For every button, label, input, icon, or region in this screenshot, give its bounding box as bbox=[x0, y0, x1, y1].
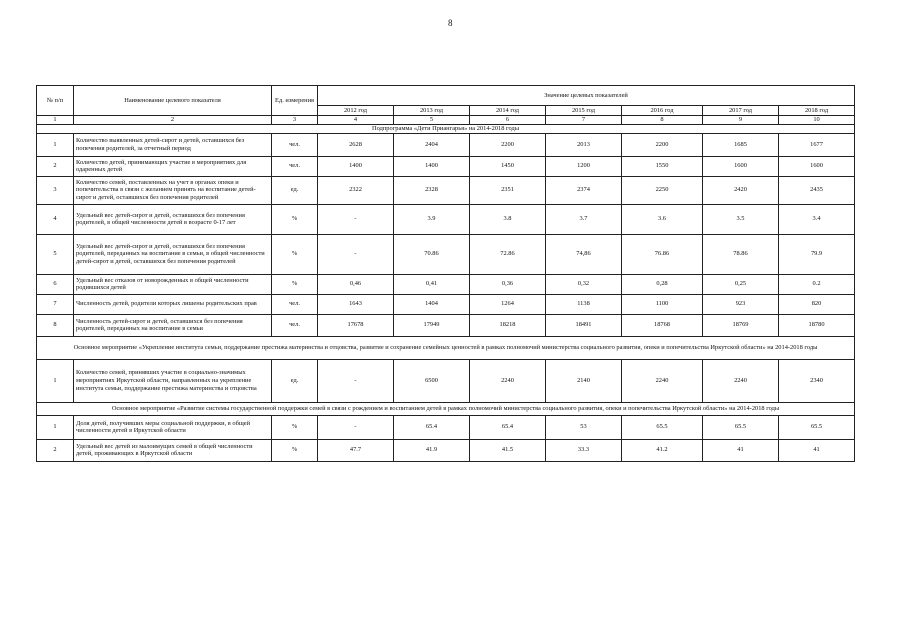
value-cell: 65.5 bbox=[622, 415, 703, 439]
value-cell: 1600 bbox=[779, 156, 855, 176]
unit-cell: ед. bbox=[272, 176, 318, 204]
unit-cell: чел. bbox=[272, 294, 318, 314]
table-row bbox=[37, 156, 855, 176]
value-cell: 2340 bbox=[779, 359, 855, 402]
value-cell: 2240 bbox=[622, 359, 703, 402]
value-cell: 3.5 bbox=[703, 204, 779, 234]
value-cell: 76.86 bbox=[622, 234, 703, 274]
column-index: 6 bbox=[470, 116, 546, 125]
value-cell: 2435 bbox=[779, 176, 855, 204]
unit-cell: % bbox=[272, 439, 318, 461]
value-cell: 53 bbox=[546, 415, 622, 439]
unit-cell: % bbox=[272, 274, 318, 294]
value-cell: 2200 bbox=[622, 133, 703, 156]
value-cell: 1404 bbox=[394, 294, 470, 314]
table-row bbox=[37, 294, 855, 314]
target-indicators-table bbox=[36, 85, 855, 462]
indicator-name: Численность детей-сирот и детей, оставшихся без попечения родителей, переданных на воспитание в семьи bbox=[74, 314, 272, 336]
value-cell: 65.5 bbox=[779, 415, 855, 439]
value-cell: 1685 bbox=[703, 133, 779, 156]
value-cell: 18769 bbox=[703, 314, 779, 336]
value-cell: 3.4 bbox=[779, 204, 855, 234]
table-row bbox=[37, 204, 855, 234]
value-cell: 2351 bbox=[470, 176, 546, 204]
value-cell: 1400 bbox=[318, 156, 394, 176]
value-cell: 65.5 bbox=[703, 415, 779, 439]
indicator-name: Количество семей, поставленных на учет в органах опеки и попечительства в связи с желанием принять на воспитание детей-сирот и детей, оставшихся без попечения родителей bbox=[74, 176, 272, 204]
value-cell: 41.9 bbox=[394, 439, 470, 461]
value-cell: 74,86 bbox=[546, 234, 622, 274]
column-index: 2 bbox=[74, 116, 272, 125]
value-cell: 1600 bbox=[703, 156, 779, 176]
column-index: 9 bbox=[703, 116, 779, 125]
value-cell: - bbox=[318, 204, 394, 234]
table-row bbox=[37, 274, 855, 294]
header-values-group: Значение целевых показателей bbox=[318, 86, 855, 106]
value-cell: 1100 bbox=[622, 294, 703, 314]
value-cell: 1200 bbox=[546, 156, 622, 176]
value-cell: 820 bbox=[779, 294, 855, 314]
row-number: 7 bbox=[37, 294, 74, 314]
unit-cell: чел. bbox=[272, 314, 318, 336]
value-cell: 923 bbox=[703, 294, 779, 314]
value-cell: 2200 bbox=[470, 133, 546, 156]
value-cell: 2322 bbox=[318, 176, 394, 204]
row-number: 2 bbox=[37, 439, 74, 461]
row-number: 4 bbox=[37, 204, 74, 234]
value-cell: 3.7 bbox=[546, 204, 622, 234]
header-year: 2015 год bbox=[546, 106, 622, 116]
value-cell: 1550 bbox=[622, 156, 703, 176]
header-name: Наименование целевого показателя bbox=[74, 86, 272, 116]
table-row bbox=[37, 133, 855, 156]
indicator-name: Численность детей, родители которых лишены родительских прав bbox=[74, 294, 272, 314]
section-row bbox=[37, 124, 855, 133]
column-index: 5 bbox=[394, 116, 470, 125]
column-index: 3 bbox=[272, 116, 318, 125]
value-cell: 0,28 bbox=[622, 274, 703, 294]
value-cell: - bbox=[318, 359, 394, 402]
column-index: 1 bbox=[37, 116, 74, 125]
value-cell: 18491 bbox=[546, 314, 622, 336]
value-cell: 2250 bbox=[622, 176, 703, 204]
value-cell: 65.4 bbox=[394, 415, 470, 439]
value-cell: 0,41 bbox=[394, 274, 470, 294]
unit-cell: чел. bbox=[272, 156, 318, 176]
unit-cell: чел. bbox=[272, 133, 318, 156]
value-cell: 41.2 bbox=[622, 439, 703, 461]
value-cell: 41 bbox=[779, 439, 855, 461]
section-title: Основное мероприятие «Укрепление института семьи, поддержание престижа материнства и отцовства, развитие и сохранение семейных ценностей в рамках полномочий министерства социального развития, опеки и попечительства Иркутской области» на 2014-2018 годы bbox=[37, 336, 855, 359]
table-row bbox=[37, 176, 855, 204]
column-index: 10 bbox=[779, 116, 855, 125]
value-cell: 0,36 bbox=[470, 274, 546, 294]
value-cell: 2404 bbox=[394, 133, 470, 156]
table-row bbox=[37, 314, 855, 336]
unit-cell: % bbox=[272, 415, 318, 439]
row-number: 1 bbox=[37, 415, 74, 439]
value-cell: 2240 bbox=[470, 359, 546, 402]
indicator-name: Количество детей, принимающих участие в мероприятиях для одаренных детей bbox=[74, 156, 272, 176]
unit-cell: % bbox=[272, 234, 318, 274]
page-number: 8 bbox=[448, 18, 453, 28]
unit-cell: ед. bbox=[272, 359, 318, 402]
value-cell: 17678 bbox=[318, 314, 394, 336]
value-cell: 17949 bbox=[394, 314, 470, 336]
table-row bbox=[37, 415, 855, 439]
value-cell: 47.7 bbox=[318, 439, 394, 461]
value-cell: 1400 bbox=[394, 156, 470, 176]
value-cell: 1264 bbox=[470, 294, 546, 314]
value-cell: 1138 bbox=[546, 294, 622, 314]
header-year: 2016 год bbox=[622, 106, 703, 116]
indicator-name: Удельный вес детей из малоимущих семей в общей численности детей, проживающих в Иркутской области bbox=[74, 439, 272, 461]
row-number: 1 bbox=[37, 359, 74, 402]
value-cell: 2628 bbox=[318, 133, 394, 156]
value-cell: - bbox=[318, 234, 394, 274]
value-cell: 3.8 bbox=[470, 204, 546, 234]
value-cell: 1677 bbox=[779, 133, 855, 156]
column-index: 8 bbox=[622, 116, 703, 125]
row-number: 8 bbox=[37, 314, 74, 336]
value-cell: 2420 bbox=[703, 176, 779, 204]
value-cell: 41.5 bbox=[470, 439, 546, 461]
header-num: № п/п bbox=[37, 86, 74, 116]
row-number: 2 bbox=[37, 156, 74, 176]
table-row bbox=[37, 359, 855, 402]
column-index: 4 bbox=[318, 116, 394, 125]
value-cell: 6500 bbox=[394, 359, 470, 402]
indicator-name: Количество выявленных детей-сирот и детей, оставшихся без попечения родителей, за отчетный период bbox=[74, 133, 272, 156]
section-row bbox=[37, 336, 855, 359]
value-cell: 18780 bbox=[779, 314, 855, 336]
value-cell: 1643 bbox=[318, 294, 394, 314]
value-cell: 2013 bbox=[546, 133, 622, 156]
value-cell: 3.6 bbox=[622, 204, 703, 234]
row-number: 6 bbox=[37, 274, 74, 294]
value-cell: 18218 bbox=[470, 314, 546, 336]
value-cell: 2140 bbox=[546, 359, 622, 402]
value-cell: 70.86 bbox=[394, 234, 470, 274]
header-year: 2013 год bbox=[394, 106, 470, 116]
row-number: 5 bbox=[37, 234, 74, 274]
table-row bbox=[37, 234, 855, 274]
header-year: 2017 год bbox=[703, 106, 779, 116]
value-cell: 0.2 bbox=[779, 274, 855, 294]
header-unit: Ед. измерения bbox=[272, 86, 318, 116]
column-index: 7 bbox=[546, 116, 622, 125]
value-cell: 2240 bbox=[703, 359, 779, 402]
value-cell: 79.9 bbox=[779, 234, 855, 274]
value-cell: 33.3 bbox=[546, 439, 622, 461]
value-cell: 41 bbox=[703, 439, 779, 461]
section-title: Основное мероприятие «Развитие системы государственной поддержки семей в связи с рождением и воспитанием детей в рамках полномочий министерства социального развития, опеки и попечительства Иркутской области» на 2014-2018 годы bbox=[37, 402, 855, 415]
value-cell: 0,32 bbox=[546, 274, 622, 294]
section-row bbox=[37, 402, 855, 415]
value-cell: 72.86 bbox=[470, 234, 546, 274]
indicator-name: Доля детей, получивших меры социальной поддержки, в общей численности детей в Иркутской области bbox=[74, 415, 272, 439]
section-title: Подпрограмма «Дети Приангарья» на 2014-2018 годы bbox=[37, 124, 855, 133]
indicator-name: Количество семей, принявших участие в социально-значимых мероприятиях Иркутской области, направленных на укрепление института семьи, поддержание престижа материнства и отцовства bbox=[74, 359, 272, 402]
value-cell: 2374 bbox=[546, 176, 622, 204]
row-number: 3 bbox=[37, 176, 74, 204]
value-cell: 18768 bbox=[622, 314, 703, 336]
value-cell: 2328 bbox=[394, 176, 470, 204]
row-number: 1 bbox=[37, 133, 74, 156]
value-cell: 65.4 bbox=[470, 415, 546, 439]
header-year: 2014 год bbox=[470, 106, 546, 116]
value-cell: 1450 bbox=[470, 156, 546, 176]
unit-cell: % bbox=[272, 204, 318, 234]
value-cell: 0,25 bbox=[703, 274, 779, 294]
indicator-name: Удельный вес детей-сирот и детей, оставшихся без попечения родителей, в общей численности детей в возрасте 0-17 лет bbox=[74, 204, 272, 234]
header-year: 2018 год bbox=[779, 106, 855, 116]
indicator-name: Удельный вес отказов от новорожденных в общей численности родившихся детей bbox=[74, 274, 272, 294]
value-cell: 0,46 bbox=[318, 274, 394, 294]
header-year: 2012 год bbox=[318, 106, 394, 116]
value-cell: - bbox=[318, 415, 394, 439]
table-row bbox=[37, 439, 855, 461]
value-cell: 3.9 bbox=[394, 204, 470, 234]
indicator-name: Удельный вес детей-сирот и детей, оставшихся без попечения родителей, переданных на воспитание в семьи, в общей численности детей-сирот и детей, оставшихся без попечения родителей bbox=[74, 234, 272, 274]
value-cell: 78.86 bbox=[703, 234, 779, 274]
